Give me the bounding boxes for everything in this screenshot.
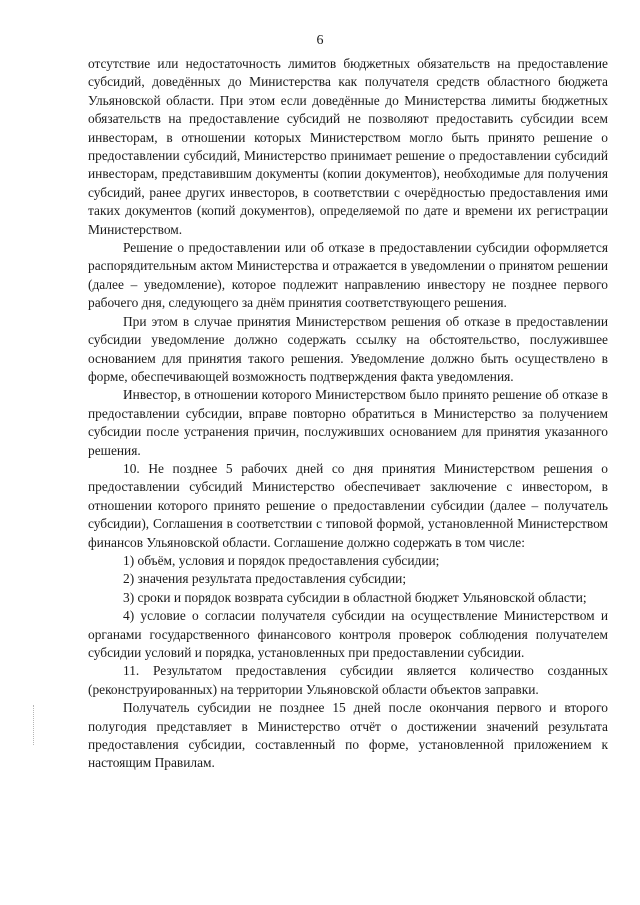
paragraph-clause-10: 10. Не позднее 5 рабочих дней со дня принятия Министерством решения о предоставлении субсидий Министерство обеспечивает заключение с инвестором, в отношении которого принято решение о предоставлении субсидии (далее – получатель субсидии), Соглашения в соответствии с типовой формой, установленной Министерством финансов Ульяновской области. Соглашение должно содержать в том числе:: [88, 460, 608, 550]
paragraph-report: Получатель субсидии не позднее 15 дней после окончания первого и второго полугодия представляет в Министерство отчёт о достижении значений результата предоставления субсидии, составленный по форме, установленной приложением к настоящим Правилам.: [88, 700, 608, 771]
document-body: [88, 55, 608, 773]
paragraph-limits: отсутствие или недостаточность лимитов бюджетных обязательств на предоставление субсидий, доведённых до Министерства как получателя средств областного бюджета Ульяновской области. При этом если доведённые до Министерства лимиты бюджетных обязательств на предоставление субсидий не позволяют предоставить субсидии всем инвесторам, в отношении которых Министерством могло быть принято решение о предоставлении субсидий, Министерство принимает решение о предоставлении субсидий инвесторам, представившим документы (копии документов), необходимые для получения субсидий, ранее других инвесторов, в соответствии с очерёдностью предоставления ими таких документов (копий документов), определяемой по дате и времени их регистрации Министерством.: [88, 56, 608, 237]
scan-margin-mark: [33, 705, 35, 745]
paragraph-clause-11: 11. Результатом предоставления субсидии является количество созданных (реконструированных) на территории Ульяновской области объектов заправки.: [88, 663, 608, 697]
list-item-3: 3) сроки и порядок возврата субсидии в областной бюджет Ульяновской области;: [123, 589, 587, 605]
list-item-2: 2) значения результата предоставления субсидии;: [123, 571, 407, 587]
list-item-1: 1) объём, условия и порядок предоставления субсидии;: [123, 552, 440, 568]
paragraph-refusal-notice: При этом в случае принятия Министерством решения об отказе в предоставлении субсидии уведомление должно содержать ссылку на обстоятельство, послужившее основанием для принятия такого решения. Уведомление должно быть осуществлено в форме, обеспечивающей возможность подтверждения факта уведомления.: [88, 313, 608, 384]
paragraph-reapply: Инвестор, в отношении которого Министерством было принято решение об отказе в предоставлении субсидии, вправе повторно обратиться в Министерство за получением субсидии после устранения причин, послуживших основанием для принятия указанного решения.: [88, 387, 608, 458]
paragraph-decision-form: Решение о предоставлении или об отказе в предоставлении субсидии оформляется распорядительным актом Министерства и отражается в уведомлении о принятом решении (далее – уведомление), которое подлежит направлению инвестору не позднее первого рабочего дня, следующего за днём принятия соответствующего решения.: [88, 240, 608, 311]
page-number: 6: [316, 33, 324, 48]
list-item-4: 4) условие о согласии получателя субсидии на осуществление Министерством и органами государственного финансового контроля проверок соблюдения получателем субсидии условий и порядка, установленных при предоставлении субсидии.: [88, 608, 608, 660]
